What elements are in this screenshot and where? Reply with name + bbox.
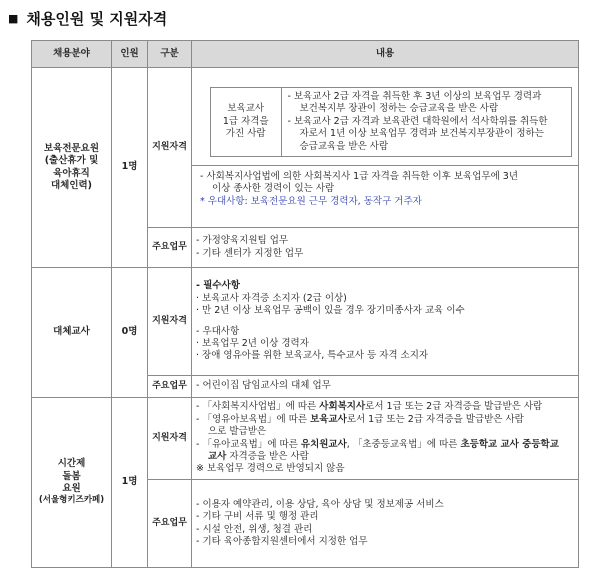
- qualification-content: - 「사회복지사업법」에 따른 사회복지사로서 1급 또는 2급 자격증을 발급받은 사람 - 「영유아보육법」에 따른 보육교사로서 1급 또는 2급 자격증을 발급받은 사람 으로 발급받은 - 「유아교육법」에 따른 유치원교사, 「초중등교육법」에 따른 초등학교 교사 중등학교 교사 자격증을 받은 사람 ※ 보육업무 경력으로 반영되지 않음: [192, 398, 579, 480]
- section-heading: [8, 6, 167, 30]
- table-header-row: [32, 41, 579, 68]
- duty-label: 주요업무: [148, 376, 192, 398]
- bullet-square-icon: ■: [8, 11, 19, 25]
- recruitment-table: [31, 40, 579, 568]
- table-row: [32, 398, 579, 480]
- duty-content: - 어린이집 담임교사의 대체 업무: [192, 376, 579, 398]
- nested-qualification-box: [210, 87, 572, 157]
- table-row: [32, 68, 579, 228]
- table-row: [32, 268, 579, 376]
- count-cell: 1명: [112, 398, 148, 568]
- nested-table: [211, 88, 571, 156]
- nested-description: - 보육교사 2급 자격을 취득한 후 3년 이상의 보육업무 경력과 보건복지부 장관이 정하는 승급교육을 받은 사람 - 보육교사 2급 자격과 보육관련 대학원에서 석사학위를 취득한 자로서 1년 이상 보육업무 경력과 보건복지부장관이 정하는 승급교육을 받은 사람: [287, 91, 548, 152]
- duty-content: - 이용자 예약관리, 이용 상담, 육아 상담 및 정보제공 서비스 - 기타 구비 서류 및 행정 관리 - 시설 안전, 위생, 청결 관리 - 기타 육아종합지원센터에서 지정한 업무: [192, 480, 579, 568]
- header-count: 인원: [112, 41, 148, 68]
- extra-qualification: - 사회복지사업법에 의한 사회복지사 1급 자격을 취득한 이후 보육업무에 3년 이상 종사한 경력이 있는 사람 * 우대사항: 보육전문요원 근무 경력자, 동작구 거주자: [192, 165, 578, 214]
- field-parttime-care: 시간제 돌봄 요원 (서울형키즈카페): [32, 398, 112, 568]
- preferred-note: * 우대사항: 보육전문요원 근무 경력자, 동작구 거주자: [200, 195, 422, 207]
- qualification-content: - 필수사항 · 보육교사 자격증 소지자 (2급 이상) · 만 2년 이상 보육업무 공백이 있을 경우 장기미종사자 교육 이수 - 우대사항 · 보육업무 2년 이상 경력자 · 장애 영유아를 위한 보육교사, 특수교사 등 자격 소지자: [192, 268, 579, 376]
- qualification-label: 지원자격: [148, 68, 192, 228]
- duty-label: 주요업무: [148, 228, 192, 268]
- header-content: 내용: [192, 41, 579, 68]
- qualification-label: 지원자격: [148, 398, 192, 480]
- duty-content: - 가정양육지원팀 업무 - 기타 센터가 지정한 업무: [192, 228, 579, 268]
- duty-label: 주요업무: [148, 480, 192, 568]
- field-substitute-teacher: 대체교사: [32, 268, 112, 398]
- field-childcare-specialist: 보육전문요원 (출산휴가 및 육아휴직 대체인력): [32, 68, 112, 268]
- qualification-label: 지원자격: [148, 268, 192, 376]
- nested-label: 보육교사 1급 자격을 가진 사람: [211, 88, 281, 156]
- count-cell: 0명: [112, 268, 148, 398]
- qualification-content: [192, 68, 579, 228]
- header-field: 채용분야: [32, 41, 112, 68]
- section-title: 채용인원 및 지원자격: [26, 9, 168, 28]
- count-cell: 1명: [112, 68, 148, 268]
- header-category: 구분: [148, 41, 192, 68]
